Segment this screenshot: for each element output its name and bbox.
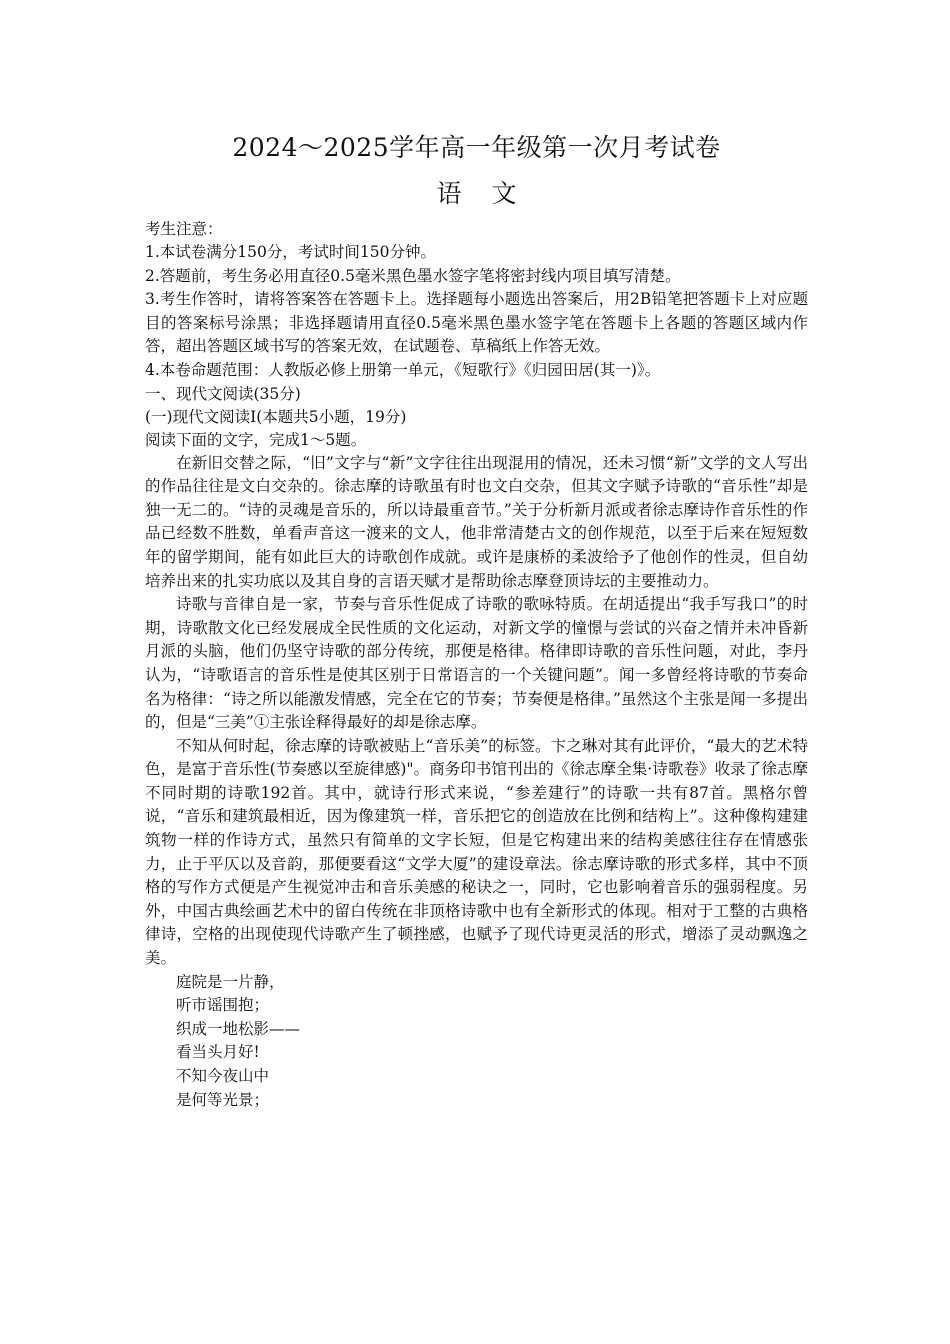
exam-title: 2024～2025学年高一年级第一次月考试卷: [232, 133, 721, 162]
notice-item: 4.本卷命题范围：人教版必修上册第一单元，《短歌行》《归园田居(其一)》。: [145, 360, 661, 379]
passage-paragraph: 诗歌与音律自是一家，节奏与音乐性促成了诗歌的歌咏特质。在胡适提出“我手写我口”的时期，诗歌散文化已经发展成全民性质的文化运动，对新文学的憧憬与尝试的兴奋之情并未冲昏新月派的头脑，他们仍坚守诗歌的部分传统，那便是格律。格律即诗歌的音乐性问题，对此，李丹认为，“诗歌语言的音乐性是使其区别于日常语言的一个关键问题”。闻一多曾经将诗歌的节奏命名为格律：“诗之所以能激发情感，完全在它的节奏；节奏便是格律。”虽然这个主张是闻一多提出的，但是“三美”①主张诠释得最好的却是徐志摩。: [145, 595, 808, 732]
poem-excerpt: [145, 971, 808, 1113]
poem-line: 听市谣围抱；: [176, 996, 270, 1015]
notice-item: 1.本试卷满分150分，考试时间150分钟。: [145, 243, 436, 261]
reading-instruction: 阅读下面的文字，完成1～5题。: [145, 430, 367, 449]
part-title: 一、现代文阅读(35分): [145, 384, 301, 403]
subject-title: 语文: [436, 179, 547, 208]
sub-section-title: (一)现代文阅读Ⅰ(本题共5小题，19分): [145, 407, 407, 426]
section-header: [145, 383, 808, 452]
notice-block: [145, 218, 808, 383]
exam-page: [145, 128, 808, 1112]
reading-passage: [145, 452, 808, 971]
notice-heading: 考生注意：: [145, 220, 223, 238]
poem-line: 是何等光景；: [176, 1090, 270, 1109]
poem-line: 庭院是一片静，: [176, 972, 285, 991]
passage-paragraph: 不知从何时起，徐志摩的诗歌被贴上“音乐美”的标签。卞之琳对其有此评价，“最大的艺术特色，是富于音乐性(节奏感以至旋律感)"。商务印书馆刊出的《徐志摩全集·诗歌卷》收录了徐志摩不同时期的诗歌192首。其中，就诗行形式来说，“参差建行”的诗歌一共有87首。黑格尔曾说，“音乐和建筑最相近，因为像建筑一样，音乐把它的创造放在比例和结构上”。这种像构建建筑物一样的作诗方式，虽然只有简单的文字长短，但是它构建出来的结构美感往往存在情感张力，止于平仄以及音韵，那便要看这“文学大厦”的建设章法。徐志摩诗歌的形式多样，其中不顶格的写作方式便是产生视觉冲击和音乐美感的秘诀之一，同时，它也影响着音乐的强弱程度。另外，中国古典绘画艺术中的留白传统在非顶格诗歌中也有全新形式的体现。相对于工整的古典格律诗，空格的出现使现代诗歌产生了顿挫感，也赋予了现代诗更灵活的形式，增添了灵动飘逸之美。: [145, 736, 808, 968]
poem-line: 看当头月好!: [176, 1043, 260, 1062]
poem-line: 不知今夜山中: [176, 1067, 270, 1085]
passage-paragraph: 在新旧交替之际，“旧”文字与“新”文字往往出现混用的情况，还未习惯“新”文学的文人写出的作品往往是文白交杂的。徐志摩的诗歌虽有时也文白交杂，但其文字赋予诗歌的“音乐性”却是独一无二的。“诗的灵魂是音乐的，所以诗最重音节。”关于分析新月派或者徐志摩诗作音乐性的作品已经数不胜数，单看声音这一渡来的文人，他非常清楚古文的创作规范，以至于后来在短短数年的留学期间，能有如此巨大的诗歌创作成就。或许是康桥的柔波给予了他创作的性灵，但自幼培养出来的扎实功底以及其自身的言语天赋才是帮助徐志摩登顶诗坛的主要推动力。: [145, 453, 808, 590]
notice-item: 2.答题前，考生务必用直径0.5毫米黑色墨水签字笔将密封线内项目填写清楚。: [145, 266, 681, 285]
notice-item: 3.考生作答时，请将答案答在答题卡上。选择题每小题选出答案后，用2B铅笔把答题卡上对应题目的答案标号涂黑；非选择题请用直径0.5毫米黑色墨水签字笔在答题卡上各题的答题区域内作答，超出答题区域书写的答案无效，在试题卷、草稿纸上作答无效。: [145, 290, 808, 356]
poem-line: 织成一地松影——: [176, 1019, 301, 1038]
